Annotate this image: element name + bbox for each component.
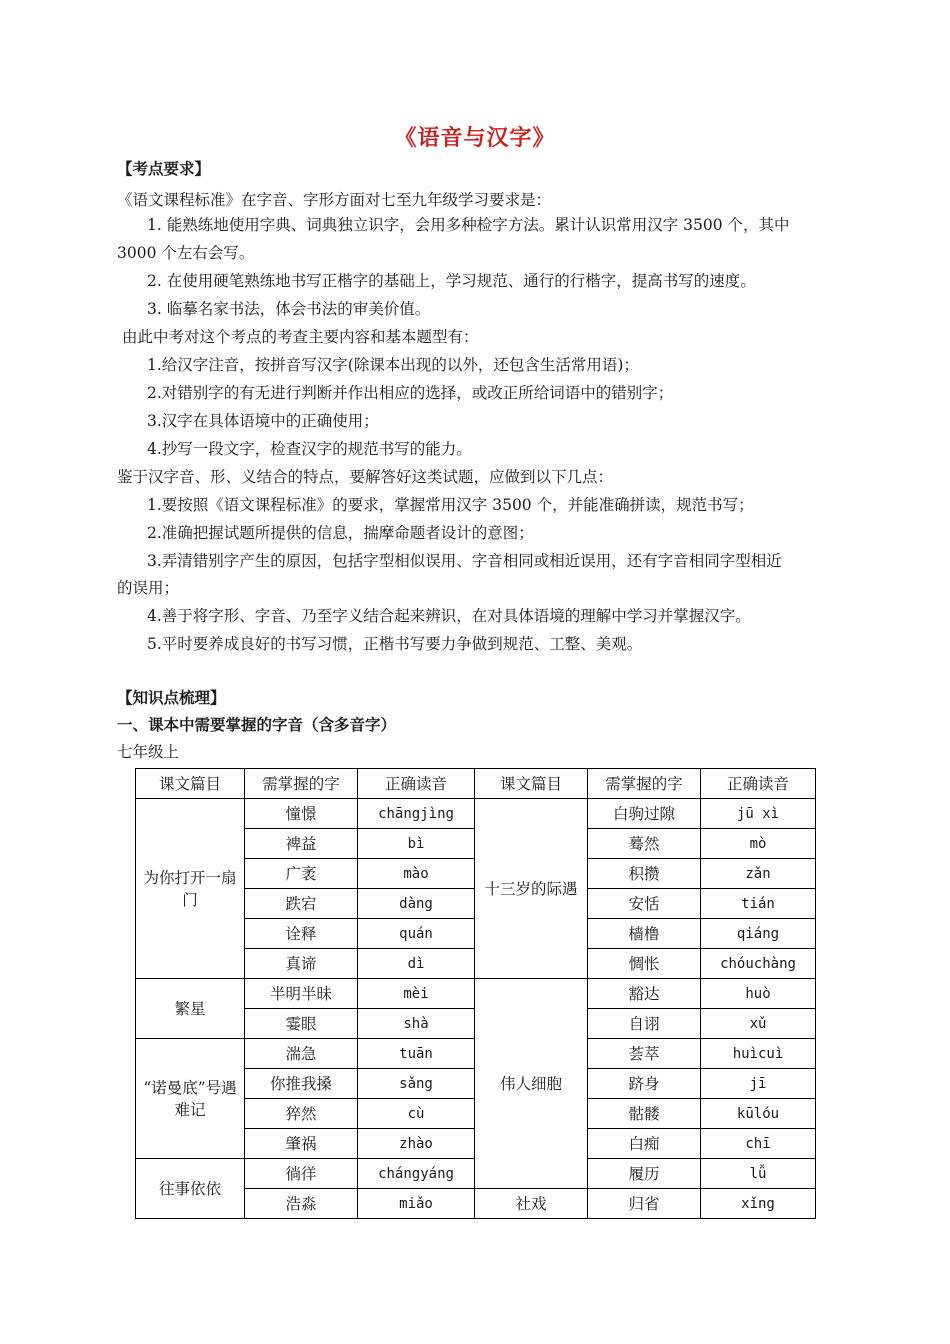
pinyin-cell: mào (358, 859, 475, 889)
word-cell: 诠释 (245, 919, 358, 949)
exam-item: 1.给汉字注音，按拼音写汉字(除课本出现的以外，还包含生活常用语)； (147, 356, 639, 374)
table-row (136, 979, 816, 1009)
advice-intro: 鉴于汉字音、形、义结合的特点，要解答好这类试题，应做到以下几点： (117, 468, 614, 486)
section-heading-knowledge: 【知识点梳理】 (117, 688, 226, 707)
word-cell: 跌宕 (245, 889, 358, 919)
word-cell: 半明半昧 (245, 979, 358, 1009)
pinyin-cell: jū xì (701, 799, 816, 829)
requirement-2: 2. 在使用硬笔熟练地书写正楷字的基础上，学习规范、通行的行楷字，提高书写的速度。 (147, 272, 756, 290)
pinyin-cell: mèi (358, 979, 475, 1009)
word-cell: 湍急 (245, 1039, 358, 1069)
pinyin-cell: xǐng (701, 1189, 816, 1219)
table-header-cell: 正确读音 (701, 769, 816, 799)
word-cell: 憧憬 (245, 799, 358, 829)
lesson-title-cell: 为你打开一扇门 (136, 799, 245, 979)
advice-item-continued: 的误用； (117, 579, 180, 597)
word-cell: 跻身 (588, 1069, 701, 1099)
lesson-title-cell: “诺曼底”号遇难记 (136, 1039, 245, 1159)
word-cell: 你推我搡 (245, 1069, 358, 1099)
advice-item: 3.弄清错别字产生的原因，包括字型相似误用、字音相同或相近误用，还有字音相同字型相近 (147, 552, 782, 570)
pinyin-cell: dàng (358, 889, 475, 919)
pinyin-cell: zǎn (701, 859, 816, 889)
pinyin-cell: jī (701, 1069, 816, 1099)
word-cell: 白驹过隙 (588, 799, 701, 829)
pinyin-cell: miǎo (358, 1189, 475, 1219)
pinyin-cell: chóuchàng (701, 949, 816, 979)
pinyin-cell: huìcuì (701, 1039, 816, 1069)
word-cell: 肇祸 (245, 1129, 358, 1159)
pinyin-cell: shà (358, 1009, 475, 1039)
pinyin-cell: kūlóu (701, 1099, 816, 1129)
requirements-intro: 《语文课程标准》在字音、字形方面对七至九年级学习要求是： (117, 191, 552, 209)
table-header-cell: 课文篇目 (475, 769, 588, 799)
exam-item: 2.对错别字的有无进行判断并作出相应的选择，或改正所给词语中的错别字； (147, 384, 674, 402)
word-cell: 归省 (588, 1189, 701, 1219)
table-header-cell: 需掌握的字 (245, 769, 358, 799)
grade-label: 七年级上 (117, 743, 180, 761)
exam-item: 4.抄写一段文字，检查汉字的规范书写的能力。 (147, 440, 472, 458)
table-row (136, 799, 816, 829)
pinyin-cell: chī (701, 1129, 816, 1159)
pinyin-cell: chángyáng (358, 1159, 475, 1189)
pinyin-cell: quán (358, 919, 475, 949)
lesson-title-cell: 繁星 (136, 979, 245, 1039)
word-cell: 惆怅 (588, 949, 701, 979)
table-header-cell: 需掌握的字 (588, 769, 701, 799)
pinyin-cell: tuān (358, 1039, 475, 1069)
pronunciation-table (135, 768, 816, 1219)
advice-item: 4.善于将字形、字音、乃至字义结合起来辨识，在对具体语境的理解中学习并掌握汉字。 (147, 607, 751, 625)
pinyin-cell: mò (701, 829, 816, 859)
lesson-title-cell: 伟人细胞 (475, 979, 588, 1189)
pinyin-cell: dì (358, 949, 475, 979)
table-header-row (136, 769, 816, 799)
requirement-3: 3. 临摹名家书法，体会书法的审美价值。 (147, 300, 431, 318)
lesson-title-cell: 十三岁的际遇 (475, 799, 588, 979)
pinyin-cell: lǚ (701, 1159, 816, 1189)
word-cell: 荟萃 (588, 1039, 701, 1069)
word-cell: 蓦然 (588, 829, 701, 859)
section-heading-requirements: 【考点要求】 (117, 159, 211, 178)
requirement-1-line1: 1. 能熟练地使用字典、词典独立识字，会用多种检字方法。累计认识常用汉字 3500 个，其中 (147, 216, 790, 234)
table-header-cell: 正确读音 (358, 769, 475, 799)
advice-item: 1.要按照《语文课程标准》的要求，掌握常用汉字 3500 个，并能准确拼读，规范书写； (147, 496, 754, 514)
document-title: 《语音与汉字》 (394, 125, 556, 151)
word-cell: 骷髅 (588, 1099, 701, 1129)
exam-item: 3.汉字在具体语境中的正确使用； (147, 412, 379, 430)
word-cell: 积攒 (588, 859, 701, 889)
table-header-cell: 课文篇目 (136, 769, 245, 799)
word-cell: 自诩 (588, 1009, 701, 1039)
word-cell: 豁达 (588, 979, 701, 1009)
word-cell: 白痴 (588, 1129, 701, 1159)
pinyin-cell: huò (701, 979, 816, 1009)
pinyin-cell: cù (358, 1099, 475, 1129)
subheading-pronunciation: 一、课本中需要掌握的字音（含多音字） (117, 715, 397, 734)
lesson-title-cell: 往事依依 (136, 1159, 245, 1219)
requirement-1-line2: 3000 个左右会写。 (117, 244, 255, 262)
word-cell: 真谛 (245, 949, 358, 979)
pinyin-cell: tián (701, 889, 816, 919)
pinyin-cell: qiáng (701, 919, 816, 949)
word-cell: 霎眼 (245, 1009, 358, 1039)
word-cell: 履历 (588, 1159, 701, 1189)
exam-intro: 由此中考对这个考点的考查主要内容和基本题型有： (122, 328, 479, 346)
pinyin-cell: bì (358, 829, 475, 859)
word-cell: 樯橹 (588, 919, 701, 949)
lesson-title-cell: 社戏 (475, 1189, 588, 1219)
pinyin-cell: zhào (358, 1129, 475, 1159)
word-cell: 广袤 (245, 859, 358, 889)
word-cell: 浩淼 (245, 1189, 358, 1219)
word-cell: 猝然 (245, 1099, 358, 1129)
word-cell: 裨益 (245, 829, 358, 859)
pinyin-cell: sǎng (358, 1069, 475, 1099)
word-cell: 安恬 (588, 889, 701, 919)
word-cell: 徜徉 (245, 1159, 358, 1189)
pinyin-cell: chāngjìng (358, 799, 475, 829)
advice-item: 2.准确把握试题所提供的信息，揣摩命题者设计的意图； (147, 524, 534, 542)
advice-item: 5.平时要养成良好的书写习惯，正楷书写要力争做到规范、工整、美观。 (147, 635, 643, 653)
pinyin-cell: xǔ (701, 1009, 816, 1039)
